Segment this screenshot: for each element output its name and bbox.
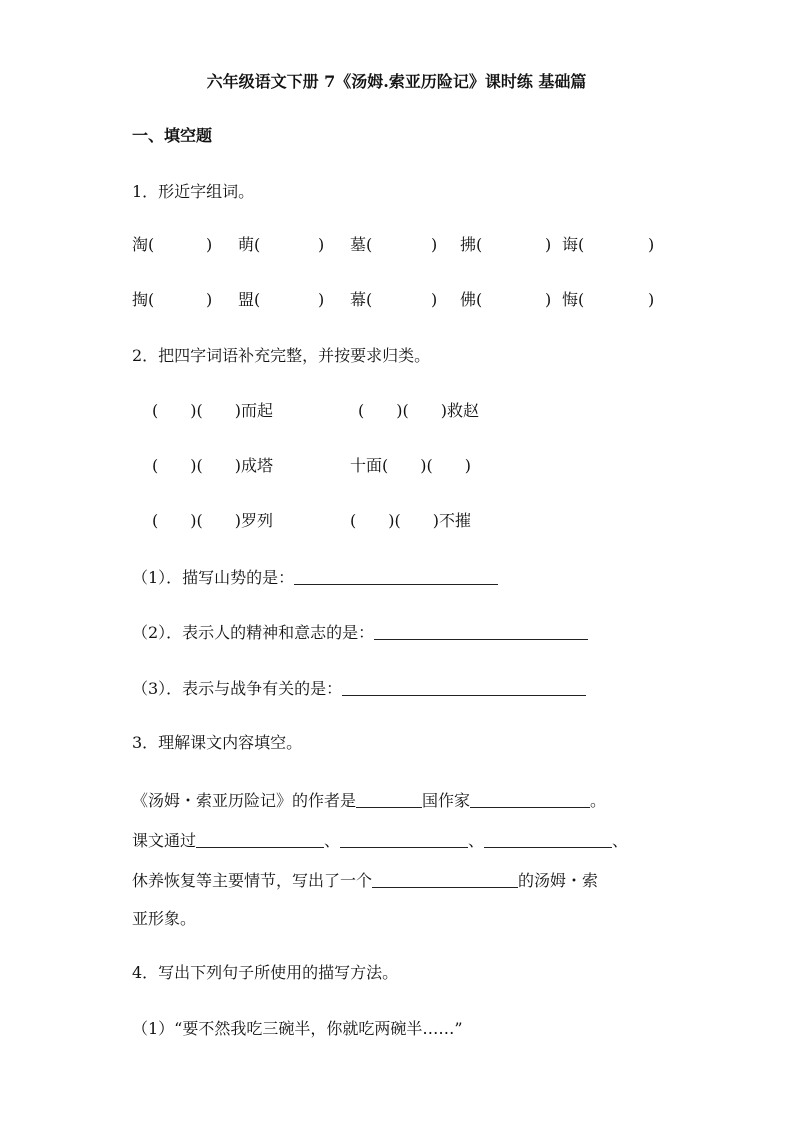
char-blank-tao: 淘( (132, 235, 155, 254)
blank-close: ) (318, 235, 325, 254)
answer-blank[interactable] (356, 789, 422, 808)
char-blank-meng2: 盟( (238, 290, 261, 309)
q3-text: 的汤姆・索 (518, 871, 599, 890)
q2-sub-3 (132, 677, 586, 700)
answer-blank[interactable] (374, 621, 588, 640)
q2-sub-2-label: （2）．表示人的精神和意志的是： (132, 623, 375, 642)
section-heading: 一、填空题 (132, 126, 213, 145)
q3-line-2 (132, 829, 628, 852)
blank-close: ) (648, 235, 655, 254)
answer-blank[interactable] (372, 869, 518, 888)
q3-text: 课文通过 (132, 831, 197, 850)
question-2-prompt: 2．把四字词语补充完整，并按要求归类。 (132, 346, 431, 365)
q3-text: 休养恢复等主要情节，写出了一个 (132, 871, 373, 890)
idiom-blank: 十面( )( ) (350, 456, 471, 475)
q2-sub-1 (132, 566, 498, 589)
q3-text: 、 (612, 831, 629, 850)
char-blank-hui2: 悔( (562, 290, 585, 309)
q2-sub-2 (132, 621, 588, 644)
answer-blank[interactable] (340, 829, 468, 848)
q3-text: 《汤姆・索亚历险记》的作者是 (132, 791, 357, 810)
page-title: 六年级语文下册 7《汤姆.索亚历险记》课时练 基础篇 (206, 72, 587, 91)
char-blank-mu2: 幕( (350, 290, 373, 309)
answer-blank[interactable] (196, 829, 324, 848)
question-1-prompt: 1．形近字组词。 (132, 182, 255, 201)
idiom-blank: ( )( )不摧 (350, 511, 471, 530)
q3-line-4: 亚形象。 (132, 909, 197, 928)
char-blank-mu: 墓( (350, 235, 373, 254)
q2-sub-1-label: （1）．描写山势的是： (132, 568, 295, 587)
answer-blank[interactable] (294, 566, 498, 585)
idiom-blank: ( )( )救赵 (358, 401, 479, 420)
char-blank-tao2: 掏( (132, 290, 155, 309)
char-blank-fo: 佛( (460, 290, 483, 309)
q3-line-1 (132, 789, 606, 812)
char-blank-hui: 诲( (562, 235, 585, 254)
blank-close: ) (545, 235, 552, 254)
q3-text: 、 (468, 831, 485, 850)
blank-close: ) (545, 290, 552, 309)
q3-text: 。 (590, 791, 607, 810)
question-3-prompt: 3．理解课文内容填空。 (132, 733, 303, 752)
char-blank-meng: 萌( (238, 235, 261, 254)
q3-line-3 (132, 869, 598, 892)
blank-close: ) (431, 290, 438, 309)
blank-close: ) (206, 235, 213, 254)
q3-text: 国作家 (422, 791, 471, 810)
q4-sub-1: （1）“要不然我吃三碗半，你就吃两碗半……” (132, 1019, 463, 1038)
blank-close: ) (206, 290, 213, 309)
idiom-blank: ( )( )而起 (152, 401, 273, 420)
idiom-blank: ( )( )成塔 (152, 456, 273, 475)
question-4-prompt: 4．写出下列句子所使用的描写方法。 (132, 963, 399, 982)
blank-close: ) (431, 235, 438, 254)
q3-text: 、 (324, 831, 341, 850)
blank-close: ) (648, 290, 655, 309)
q2-sub-3-label: （3）．表示与战争有关的是： (132, 679, 343, 698)
blank-close: ) (318, 290, 325, 309)
answer-blank[interactable] (484, 829, 612, 848)
idiom-blank: ( )( )罗列 (152, 511, 273, 530)
answer-blank[interactable] (342, 677, 586, 696)
char-blank-fu: 拂( (460, 235, 483, 254)
answer-blank[interactable] (470, 789, 590, 808)
